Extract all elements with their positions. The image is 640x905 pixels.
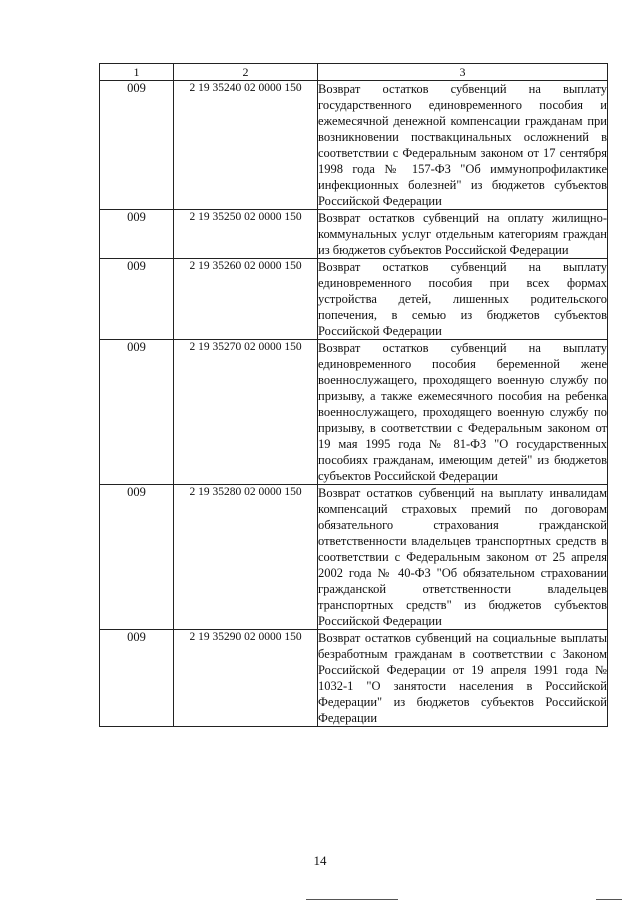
admin-code-cell: 009 — [100, 210, 174, 259]
admin-code-cell: 009 — [100, 81, 174, 210]
budget-code-cell: 2 19 35260 02 0000 150 — [174, 259, 318, 340]
description-cell: Возврат остатков субвенций на выплату государственного единовременного пособия и ежемесячной денежной компенсации гражданам при возникновении поствакцинальных осложнений в соответствии с Федеральным законом от 17 сентября 1998 года № 157-ФЗ "Об иммунопрофилактике инфекционных болезней" из бюджетов субъектов Российской Федерации — [318, 82, 607, 208]
description-cell: Возврат остатков субвенций на оплату жилищно-коммунальных услуг отдельным категориям граждан из бюджетов субъектов Российской Федерации — [318, 211, 607, 257]
table-header-row — [100, 64, 608, 81]
description-cell: Возврат остатков субвенций на социальные выплаты безработным гражданам в соответствии с Законом Российской Федерации от 19 апреля 1991 года № 1032-1 "О занятости населения в Российской Федерации" из бюджетов субъектов Российской Федерации — [318, 631, 607, 725]
admin-code-cell: 009 — [100, 259, 174, 340]
admin-code-cell: 009 — [100, 485, 174, 630]
revenue-codes-table — [99, 63, 608, 727]
footer-divider-short — [596, 899, 622, 900]
table-row — [100, 485, 608, 630]
budget-code-cell: 2 19 35240 02 0000 150 — [174, 81, 318, 210]
table-row — [100, 630, 608, 727]
admin-code-cell: 009 — [100, 630, 174, 727]
budget-code-cell: 2 19 35290 02 0000 150 — [174, 630, 318, 727]
budget-code-cell: 2 19 35270 02 0000 150 — [174, 340, 318, 485]
admin-code-cell: 009 — [100, 340, 174, 485]
page-number: 14 — [313, 853, 327, 868]
table-row — [100, 81, 608, 210]
table-row — [100, 340, 608, 485]
footer-divider — [306, 899, 398, 900]
header-column-3: 3 — [318, 64, 608, 81]
description-cell: Возврат остатков субвенций на выплату единовременного пособия беременной жене военнослужащего, проходящего военную службу по призыву, а также ежемесячного пособия на ребенка военнослужащего, проходящего военную службу по призыву, в соответствии с Федеральным законом от 19 мая 1995 года № 81-ФЗ "О государственных пособиях гражданам, имеющим детей" из бюджетов субъектов Российской Федерации — [318, 341, 607, 483]
description-cell: Возврат остатков субвенций на выплату единовременного пособия при всех формах устройства детей, лишенных родительского попечения, в семью из бюджетов субъектов Российской Федерации — [318, 260, 607, 338]
table-row — [100, 210, 608, 259]
description-cell: Возврат остатков субвенций на выплату инвалидам компенсаций страховых премий по договорам обязательного страхования гражданской ответственности владельцев транспортных средств в соответствии с Федеральным законом от 25 апреля 2002 года № 40-ФЗ "Об обязательном страховании гражданской ответственности владельцев транспортных средств" из бюджетов субъектов Российской Федерации — [318, 486, 607, 628]
header-column-2: 2 — [174, 64, 318, 81]
budget-code-cell: 2 19 35250 02 0000 150 — [174, 210, 318, 259]
budget-code-cell: 2 19 35280 02 0000 150 — [174, 485, 318, 630]
header-column-1: 1 — [100, 64, 174, 81]
table-row — [100, 259, 608, 340]
